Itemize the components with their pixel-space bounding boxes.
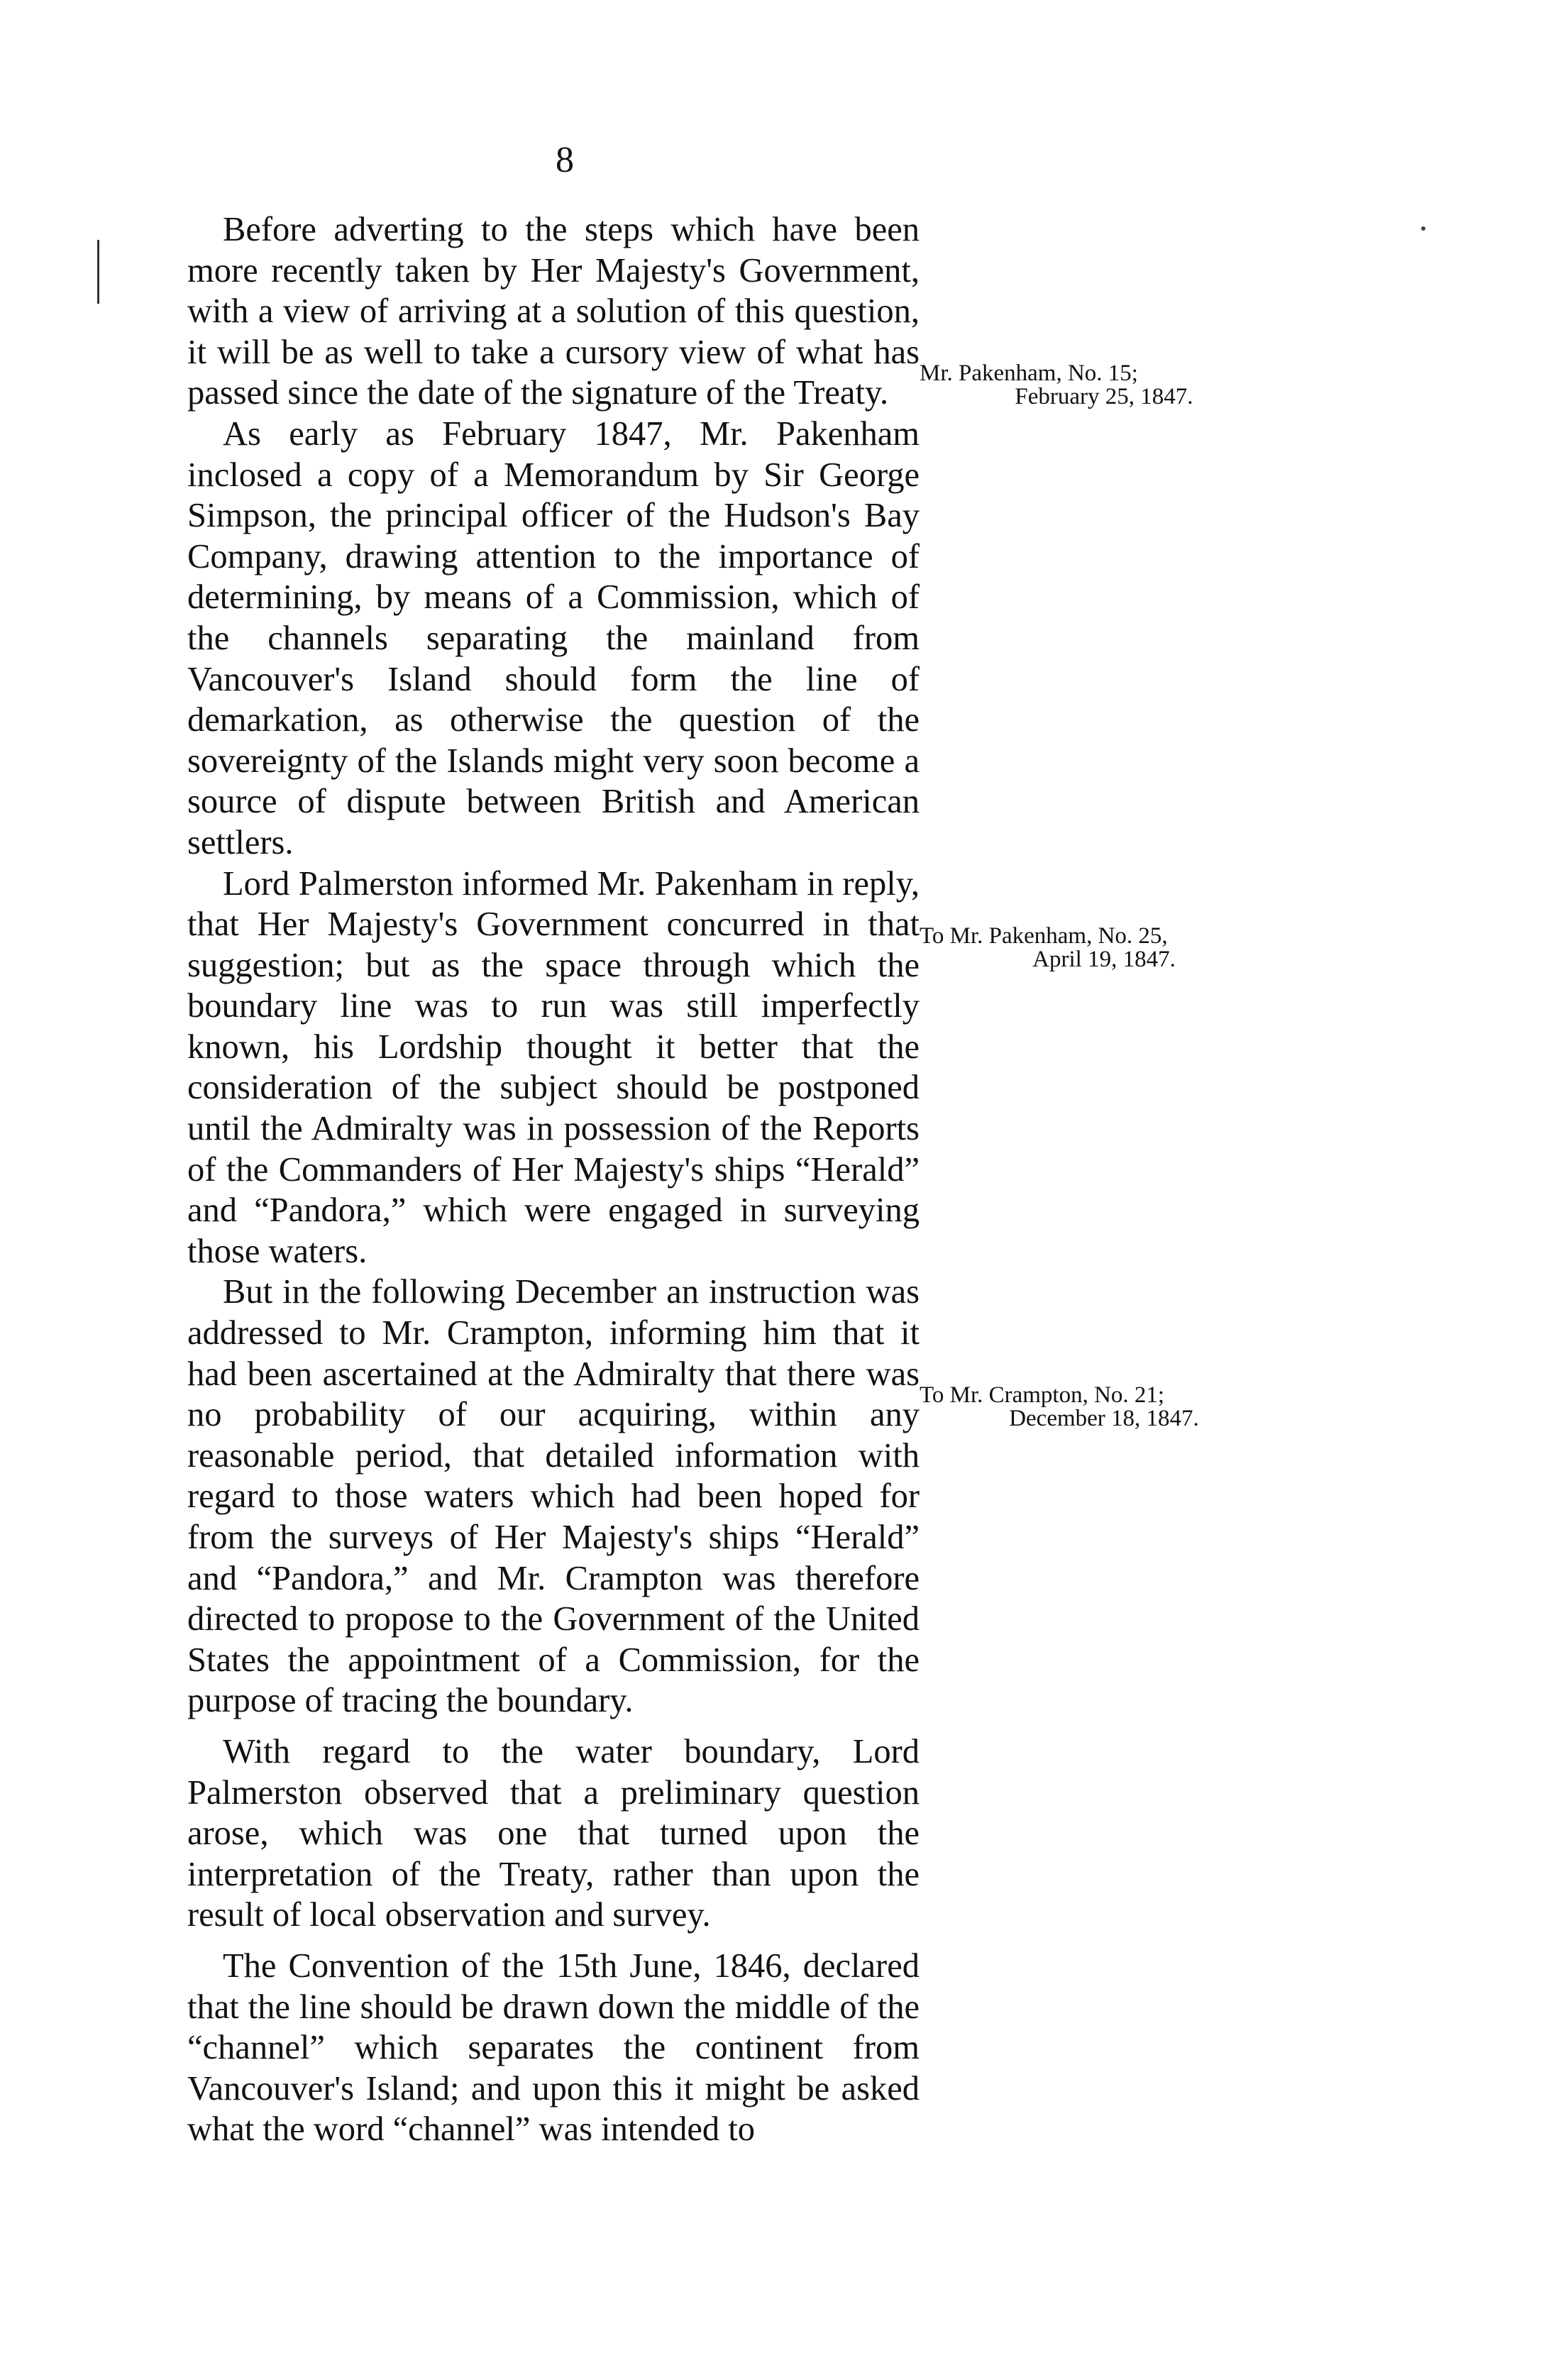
margin-note <box>920 925 1288 971</box>
margin-note-reference: To Mr. Crampton, No. 21; <box>920 1382 1165 1408</box>
paragraph: The Convention of the 15th June, 1846, declared that the line should be drawn down the middle of the “channel” which separates the continent from Vancouver's Island; and upon this it might be asked what the word “channel” was intended to <box>187 1946 920 2149</box>
stray-mark <box>1421 226 1425 231</box>
margin-note-date: February 25, 1847. <box>1015 384 1193 409</box>
paragraph: With regard to the water boundary, Lord Palmerston observed that a preliminary question arose, which was one that turned upon the interpretation of the Treaty, rather than upon the result of local observation and survey. <box>187 1732 920 1934</box>
body-text <box>187 209 920 2150</box>
paragraph: Lord Palmerston informed Mr. Pakenham in reply, that Her Majesty's Government concurred in that suggestion; but as the space through which the boundary line was to run was still imperfectly known, his Lordship thought it better that the consideration of the subject should be postponed until the Admiralty was in possession of the Reports of the Commanders of Her Majesty's ships “Herald” and “Pandora,” which were engaged in surveying those waters. <box>187 864 920 1270</box>
margin-note-date: April 19, 1847. <box>1032 947 1176 972</box>
margin-note-reference: Mr. Pakenham, No. 15; <box>920 360 1138 386</box>
page-number: 8 <box>556 140 574 180</box>
paragraph: Before adverting to the steps which have been more recently taken by Her Majesty's Government, with a view of arriving at a solution of this question, it will be as well to take a cursory view of what has passed since the date of the signature of the Treaty. <box>187 211 920 412</box>
margin-note-reference: To Mr. Pakenham, No. 25, <box>920 923 1168 949</box>
margin-note <box>920 1384 1288 1431</box>
margin-note-date: December 18, 1847. <box>1009 1406 1199 1431</box>
margin-rule <box>97 240 99 304</box>
paragraph: But in the following December an instruction was addressed to Mr. Crampton, informing him that it had been ascertained at the Admiralty that there was no probability of our acquiring, within any reasonable period, that detailed information with regard to those waters which had been hoped for from the surveys of Her Majesty's ships “Herald” and “Pandora,” and Mr. Crampton was therefore directed to propose to the Government of the United States the appointment of a Commission, for the purpose of tracing the boundary. <box>187 1273 920 1720</box>
margin-note <box>920 362 1288 409</box>
paragraph: As early as February 1847, Mr. Pakenham inclosed a copy of a Memorandum by Sir George Simpson, the principal officer of the Hudson's Bay Company, drawing attention to the importance of determining, by means of a Commission, which of the channels separating the mainland from Vancouver's Island should form the line of demarkation, as otherwise the question of the sovereignty of the Islands might very soon become a source of dispute between British and American settlers. <box>187 414 920 861</box>
